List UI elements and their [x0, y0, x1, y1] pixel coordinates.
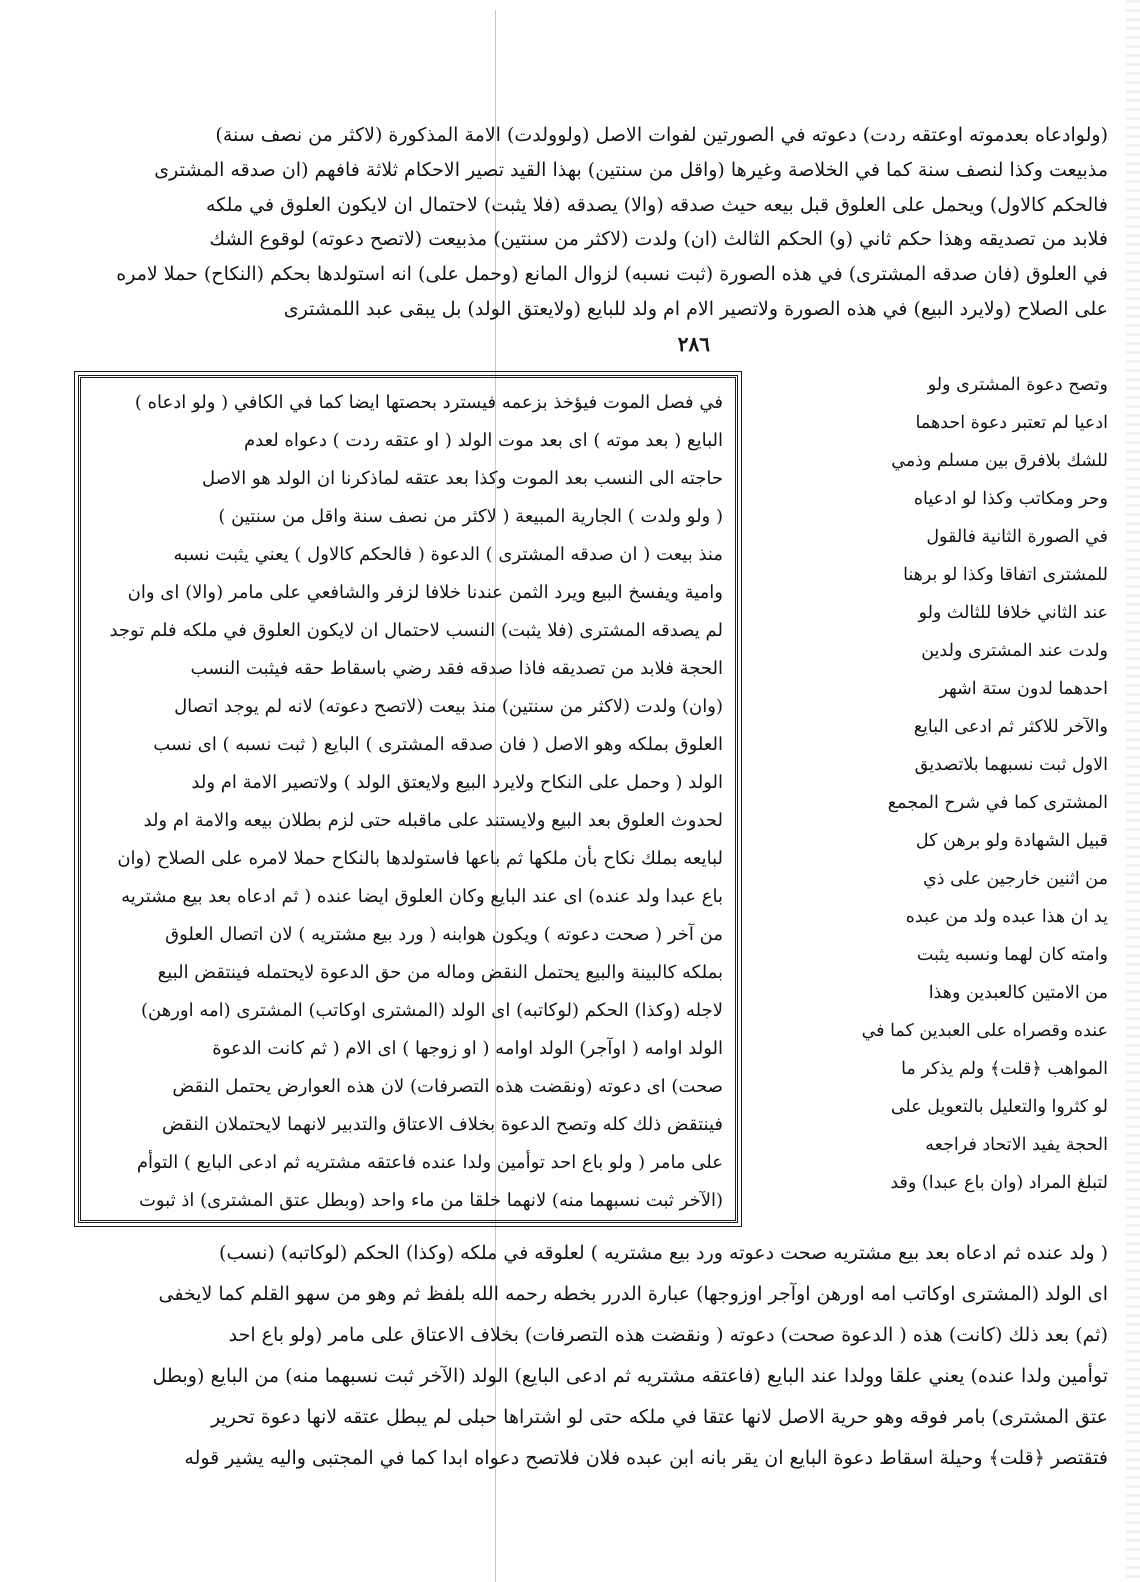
- box-line: لم يصدقه المشترى (فلا يثبت) النسب لاحتمال ان لايكون العلوق في ملكه فلم توجد: [109, 620, 723, 641]
- side-line: من الامتين كالعبدين وهذا: [928, 983, 1108, 1003]
- page-number: ٢٨٦: [677, 332, 710, 356]
- box-line: على مامر ( ولو باع احد توأمين ولدا عنده فاعتقه مشتريه ثم ادعى البايع ) التوأم: [136, 1152, 723, 1173]
- box-line: العلوق بملكه وهو الاصل ( فان صدقه المشترى ) البايع ( ثبت نسبه ) اى نسب: [153, 734, 723, 755]
- box-line: حاجته الى النسب بعد الموت وكذا بعد عتقه لماذكرنا ان الولد هو الاصل: [202, 468, 723, 489]
- side-line: وتصح دعوة المشترى ولو: [927, 375, 1108, 395]
- side-line: لو كثروا والتعليل بالتعويل على: [890, 1097, 1108, 1117]
- text-line: في العلوق (فان صدقه المشترى) في هذه الصورة (ثبت نسبه) لزوال المانع (وحمل على) انه استولدها بحكم (النكاح) حملا لامره: [116, 263, 1108, 285]
- text-line: على الصلاح (ولايرد البيع) في هذه الصورة ولاتصير الام ام ولد للبايع (ولايعتق الولد) بل يبقى عبد اللمشترى: [283, 298, 1108, 320]
- text-line: فلابد من تصديقه وهذا حكم ثاني (و) الحكم الثالث (ان) ولدت (لاكثر من سنتين) مذبيعت (لاتصح دعوته) لوقوع الشك: [209, 228, 1108, 250]
- box-line: صحت) اى دعوته (ونقضت هذه التصرفات) لان هذه العوارض يحتمل النقض: [172, 1076, 723, 1097]
- side-line: الحجة يفيد الاتحاد فراجعه: [925, 1135, 1108, 1155]
- side-line: وامته كان لهما ونسبه يثبت: [916, 945, 1108, 965]
- side-line: عند الثاني خلافا للثالث ولو: [918, 603, 1108, 623]
- text-line: اى الولد (المشترى اوكاتب امه اورهن اوآجر اوزوجها) عبارة الدرر بخطه رحمه الله بلفظ ثم وهو من سهو القلم كما لايخفى: [158, 1283, 1108, 1305]
- text-line: فالحكم كالاول) ويحمل على العلوق قبل بيعه حيث صدقه (والا) يصدقه (فلا يثبت) لاحتمال ان لايكون العلوق في ملكه: [205, 194, 1108, 216]
- side-line: في الصورة الثانية فالقول: [926, 527, 1108, 547]
- box-line: (الآخر ثبت نسبهما منه) لانهما خلقا من ماء واحد (وبطل عتق المشترى) اذ ثبوت: [138, 1190, 723, 1211]
- box-line: فينتقض ذلك كله وتصح الدعوة بخلاف الاعتاق والتدبير لانهما لايحتملان النقض: [161, 1114, 723, 1135]
- side-line: المواهب ﴿قلت﴾ ولم يذكر ما: [901, 1059, 1108, 1079]
- box-line: بملكه كالبينة والبيع يحتمل النقض وماله من حق الدعوة لايحتمله فينتقض البيع: [157, 962, 723, 983]
- side-line: عنده وقصراه على العبدين كما في: [861, 1021, 1108, 1041]
- box-line: لاجله (وكذا) الحكم (لوكاتبه) اى الولد (المشترى اوكاتب) المشترى (امه اورهن): [141, 1000, 723, 1021]
- side-line: احدهما لدون ستة اشهر: [939, 679, 1108, 699]
- side-line: من اثنين خارجين على ذي: [923, 869, 1108, 889]
- box-line: الولد اوامه ( اوآجر) الولد اوامه ( او زوجها ) اى الام ( ثم كانت الدعوة: [212, 1038, 723, 1059]
- commentary-box: [78, 375, 738, 1223]
- text-line: مذبيعت وكذا لنصف سنة كما في الخلاصة وغيرها (واقل من سنتين) بهذا القيد تصير الاحكام ثلاثة فافهم (ان صدقه المشترى: [154, 159, 1108, 181]
- box-line: وامية ويفسخ البيع ويرد الثمن عندنا خلافا لزفر والشافعي على مامر (والا) اى وان: [127, 582, 723, 603]
- box-line: في فصل الموت فيؤخذ بزعمه فيسترد بحصتها ايضا كما في الكافي ( ولو ادعاه ): [134, 392, 723, 413]
- box-line: من آخر ( صحت دعوته ) ويكون هوابنه ( ورد بيع مشتريه ) لان اتصال العلوق: [165, 924, 723, 945]
- box-line: الحجة فلابد من تصديقه فاذا صدقه فقد رضي باسقاط حقه فيثبت النسب: [190, 658, 723, 679]
- side-line: قبيل الشهادة ولو برهن كل: [915, 831, 1108, 851]
- side-line: للشك بلافرق بين مسلم وذمي: [891, 451, 1108, 471]
- box-line: ( ولو ولدت ) الجارية المبيعة ( لاكثر من نصف سنة واقل من سنتين ): [218, 506, 723, 527]
- side-line: لتبلغ المراد (وان باع عبدا) وقد: [890, 1173, 1108, 1193]
- box-line: (وان) ولدت (لاكثر من سنتين) منذ بيعت (لاتصح دعوته) لانه لم يوجد اتصال: [174, 696, 723, 717]
- box-line: لحدوث العلوق بعد البيع ولايستند على ماقبله حتى لزم بطلان بيعه والامة ام ولد: [143, 810, 723, 831]
- text-line: توأمين ولدا عنده) يعني علقا وولدا عند البايع (فاعتقه مشتريه ثم ادعى البايع) الولد (الآخر ثبت نسبهما منه) من البايع (وبطل: [152, 1365, 1108, 1387]
- text-line: فتقتصر ﴿قلت﴾ وحيلة اسقاط دعوة البايع ان يقر بانه ابن عبده فلان فلاتصح دعواه ابدا كما في المجتبى واليه يشير قوله: [184, 1447, 1108, 1469]
- side-line: للمشترى اتفاقا وكذا لو برهنا: [903, 565, 1108, 585]
- side-line: ولدت عند المشترى ولدين: [921, 641, 1108, 661]
- box-line: لبايعه بملك نكاح بأن ملكها ثم باعها فاستولدها بالنكاح حملا لامره على الصلاح (وان: [117, 848, 723, 869]
- side-line: وحر ومكاتب وكذا لو ادعياه: [913, 489, 1108, 509]
- text-line: ( ولد عنده ثم ادعاه بعد بيع مشتريه صحت دعوته ورد بيع مشتريه ) لعلوقه في ملكه (وكذا) الحكم (لوكاتبه) (نسب): [219, 1242, 1108, 1264]
- side-line: ادعيا لم تعتبر دعوة احدهما: [915, 413, 1108, 433]
- page-edge-gutter: [1126, 0, 1140, 1582]
- box-line: الولد ( وحمل على النكاح ولايرد البيع ولايعتق الولد ) ولاتصير الامة ام ولد: [191, 772, 723, 793]
- side-line: يد ان هذا عبده ولد من عبده: [905, 907, 1108, 927]
- text-line: (ثم) بعد ذلك (كانت) هذه ( الدعوة صحت) دعوته ( ونقضت هذه التصرفات) بخلاف الاعتاق على مامر (ولو باع احد: [228, 1324, 1108, 1346]
- side-line: والآخر للاكثر ثم ادعى البايع: [913, 717, 1108, 737]
- text-line: عتق المشترى) بامر فوقه وهو حرية الاصل لانها عتقا في ملكه حتى لو اشتراها حبلى لم يبطل عتقه لانها دعوة تحرير: [210, 1406, 1108, 1428]
- side-line: المشترى كما في شرح المجمع: [887, 793, 1108, 813]
- box-line: باع عبدا ولد عنده) اى عند البايع وكان العلوق ايضا عنده ( ثم ادعاه بعد بيع مشتريه: [121, 886, 723, 907]
- text-line: (ولوادعاه بعدموته اوعتقه ردت) دعوته في الصورتين لفوات الاصل (ولوولدت) الامة المذكورة (لاكثر من نصف سنة): [215, 124, 1108, 146]
- box-line: منذ بيعت ( ان صدقه المشترى ) الدعوة ( فالحكم كالاول ) يعني يثبت نسبه: [173, 544, 723, 565]
- box-line: البايع ( بعد موته ) اى بعد موت الولد ( او عتقه ردت ) دعواه لعدم: [243, 430, 723, 451]
- side-line: الاول ثبت نسبهما بلاتصديق: [914, 755, 1108, 775]
